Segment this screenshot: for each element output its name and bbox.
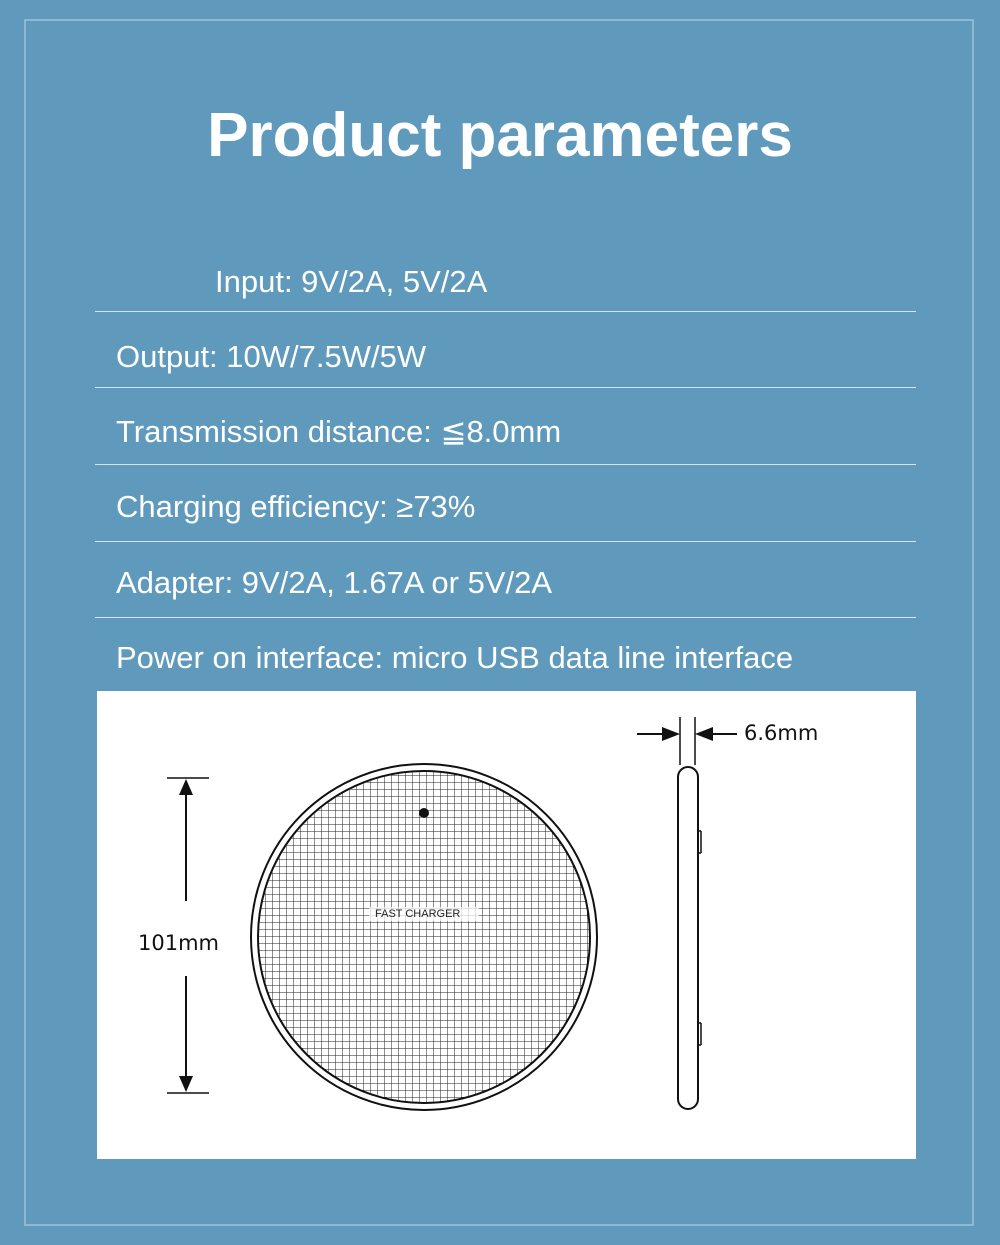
param-input-text: Input: 9V/2A, 5V/2A bbox=[215, 264, 488, 299]
page-title: Product parameters bbox=[207, 101, 793, 170]
param-adapter-text: Adapter: 9V/2A, 1.67A or 5V/2A bbox=[116, 565, 553, 600]
param-charging-efficiency-text: Charging efficiency: ≥73% bbox=[116, 489, 476, 524]
divider bbox=[95, 617, 916, 618]
arrow-right-icon bbox=[662, 727, 680, 741]
pad-brand-text: FAST CHARGER bbox=[375, 908, 461, 920]
param-output-text: Output: 10W/7.5W/5W bbox=[116, 339, 427, 374]
charger-side-view bbox=[678, 767, 701, 1109]
param-power-interface-text: Power on interface: micro USB data line interface bbox=[116, 640, 794, 675]
arrow-left-icon bbox=[695, 727, 713, 741]
charger-drawing bbox=[97, 691, 916, 1159]
charger-pad-top-view bbox=[251, 764, 597, 1110]
arrow-up-icon bbox=[179, 779, 193, 795]
divider bbox=[95, 541, 916, 542]
thickness-dimension-line bbox=[637, 717, 737, 765]
diameter-label: 101mm bbox=[138, 931, 219, 955]
arrow-down-icon bbox=[179, 1076, 193, 1092]
dimension-diagram bbox=[97, 691, 916, 1159]
param-transmission-distance-text: Transmission distance: ≦8.0mm bbox=[116, 414, 562, 449]
divider bbox=[95, 387, 916, 388]
divider bbox=[95, 464, 916, 465]
divider bbox=[95, 311, 916, 312]
indicator-led-icon bbox=[419, 808, 429, 818]
thickness-label: 6.6mm bbox=[744, 721, 819, 745]
